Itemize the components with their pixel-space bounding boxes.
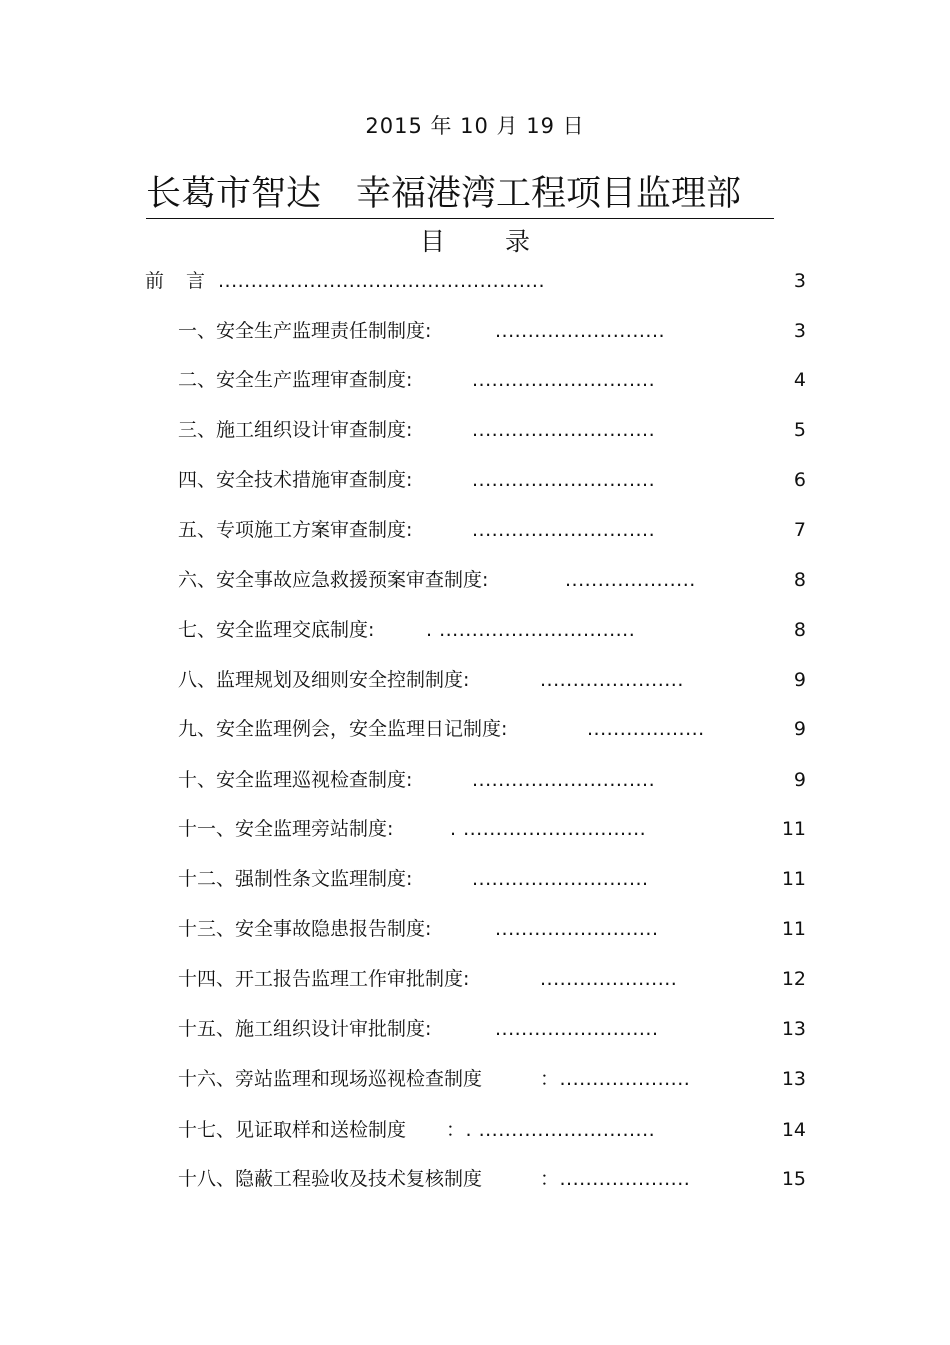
toc-entry-label: 十二、强制性条文监理制度: xyxy=(178,868,413,890)
toc-entry-leader: ：.................... xyxy=(540,1168,691,1190)
toc-entry[interactable] xyxy=(0,1164,806,1194)
toc-entry-label: 前言 xyxy=(145,270,228,292)
toc-entry-page: 11 xyxy=(781,918,806,940)
toc-entry[interactable] xyxy=(0,864,806,894)
toc-entry-page: 3 xyxy=(793,270,806,292)
toc-entry[interactable] xyxy=(0,665,806,695)
toc-entry-label: 五、专项施工方案审查制度: xyxy=(178,519,413,541)
toc-entry-leader: ............................ xyxy=(472,419,656,441)
toc-entry-page: 11 xyxy=(781,868,806,890)
toc-entry-page: 9 xyxy=(793,718,806,740)
toc-entry-label: 八、监理规划及细则安全控制制度: xyxy=(178,669,470,691)
toc-entry-leader: ：. ........................... xyxy=(446,1119,656,1141)
toc-entry-label: 十六、旁站监理和现场巡视检查制度 xyxy=(178,1068,483,1090)
toc-entry-page: 4 xyxy=(793,369,806,391)
toc-entry-leader: .................................................. xyxy=(218,270,545,292)
toc-entry-label: 九、安全监理例会，安全监理日记制度: xyxy=(178,718,508,740)
toc-entry[interactable] xyxy=(0,714,806,744)
toc-entry-label: 十五、施工组织设计审批制度: xyxy=(178,1018,432,1040)
toc-entry-label: 十三、安全事故隐患报告制度: xyxy=(178,918,432,940)
toc-entry-label: 十四、开工报告监理工作审批制度: xyxy=(178,968,470,990)
toc-entry-label: 十、安全监理巡视检查制度: xyxy=(178,769,413,791)
toc-entry-leader: .................... xyxy=(565,569,696,591)
toc-entry-leader: ...................... xyxy=(540,669,684,691)
toc-entry-label: 七、安全监理交底制度: xyxy=(178,619,375,641)
toc-entry-label: 十一、安全监理旁站制度: xyxy=(178,818,394,840)
toc-entry-leader: ......................... xyxy=(495,918,659,940)
toc-entry[interactable] xyxy=(0,964,806,994)
toc-entry-page: 7 xyxy=(793,519,806,541)
toc-entry-page: 8 xyxy=(793,619,806,641)
toc-entry-leader: ............................ xyxy=(472,769,656,791)
toc-entry-leader: . ............................ xyxy=(450,818,647,840)
toc-entry[interactable] xyxy=(0,465,806,495)
toc-entry-leader: .......................... xyxy=(495,320,666,342)
toc-entry[interactable] xyxy=(0,415,806,445)
toc-entry-leader: ：.................... xyxy=(540,1068,691,1090)
toc-entry-leader: ............................ xyxy=(472,369,656,391)
toc-entry[interactable] xyxy=(0,565,806,595)
toc-entry-page: 13 xyxy=(781,1018,806,1040)
toc-entry-leader: ............................ xyxy=(472,519,656,541)
toc-entry-page: 3 xyxy=(793,320,806,342)
toc-entry-page: 9 xyxy=(793,769,806,791)
toc-entry[interactable] xyxy=(0,1115,806,1145)
toc-entry-page: 13 xyxy=(781,1068,806,1090)
toc-entry-page: 15 xyxy=(781,1168,806,1190)
toc-entry[interactable] xyxy=(0,1064,806,1094)
toc-entry-leader: .................. xyxy=(587,718,705,740)
toc-entry-leader: ........................... xyxy=(472,868,649,890)
toc-entry-page: 14 xyxy=(781,1119,806,1141)
organization-title: 长葛市智达 幸福港湾工程项目监理部 xyxy=(146,174,774,219)
toc-entry[interactable] xyxy=(0,615,806,645)
toc-entry[interactable] xyxy=(0,365,806,395)
toc-entry-label: 六、安全事故应急救援预案审查制度: xyxy=(178,569,489,591)
toc-entry-page: 8 xyxy=(793,569,806,591)
toc-entry[interactable] xyxy=(0,515,806,545)
toc-entry-leader: ......................... xyxy=(495,1018,659,1040)
toc-entry-label: 三、施工组织设计审查制度: xyxy=(178,419,413,441)
toc-entry-label: 十八、隐蔽工程验收及技术复核制度 xyxy=(178,1168,483,1190)
toc-entry-preface[interactable] xyxy=(0,266,806,296)
toc-entry[interactable] xyxy=(0,814,806,844)
toc-entry-leader: . .............................. xyxy=(426,619,636,641)
toc-entry-page: 5 xyxy=(793,419,806,441)
toc-entry-label: 十七、见证取样和送检制度 xyxy=(178,1119,407,1141)
toc-entry-label: 二、安全生产监理审查制度: xyxy=(178,369,413,391)
document-date: 2015 年 10 月 19 日 xyxy=(365,114,585,138)
toc-entry-leader: ............................ xyxy=(472,469,656,491)
toc-entry[interactable] xyxy=(0,1014,806,1044)
toc-entry-page: 9 xyxy=(793,669,806,691)
toc-entry-page: 11 xyxy=(781,818,806,840)
toc-entry-label: 一、安全生产监理责任制制度: xyxy=(178,320,432,342)
toc-entry[interactable] xyxy=(0,316,806,346)
toc-entry-page: 12 xyxy=(781,968,806,990)
toc-entry-page: 6 xyxy=(793,469,806,491)
toc-entry-leader: ..................... xyxy=(540,968,678,990)
toc-entry-label: 四、安全技术措施审查制度: xyxy=(178,469,413,491)
toc-entry[interactable] xyxy=(0,914,806,944)
toc-entry[interactable] xyxy=(0,765,806,795)
toc-heading: 目录 xyxy=(419,227,590,256)
